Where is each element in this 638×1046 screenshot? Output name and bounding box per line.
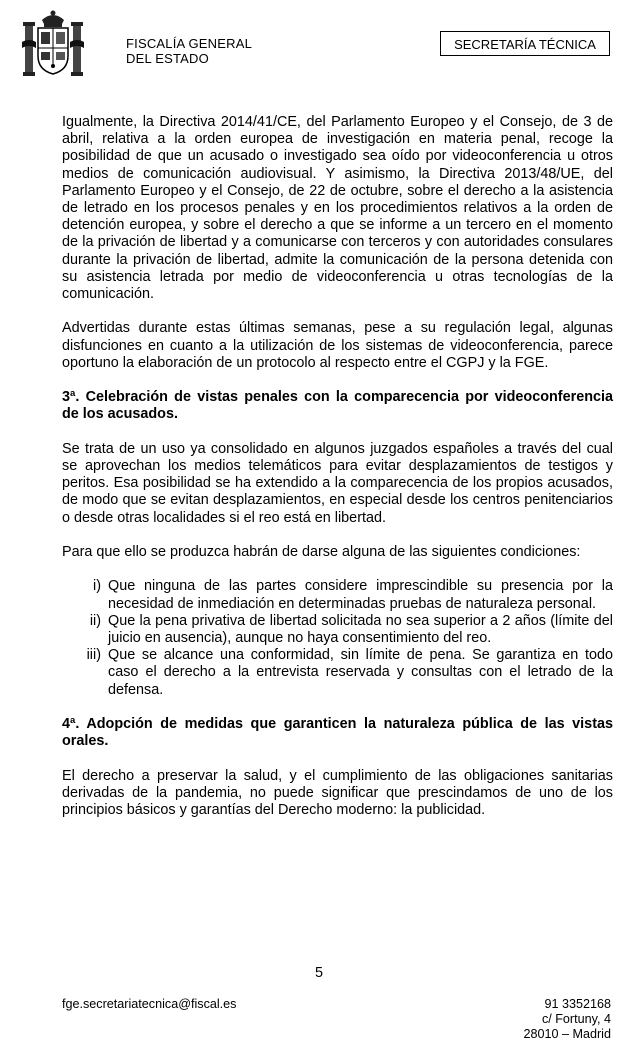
list-item [62,613,613,647]
paragraph-publicity: El derecho a preservar la salud, y el cumplimiento de las obligaciones sanitarias derivadas de la pandemia, no puede significar que prescindamos de uno de los principios básicos y garantías del Derecho moderno: la publicidad. [62,767,613,819]
section-heading-4: 4ª. Adopción de medidas que garanticen la naturaleza pública de las vistas orales. [62,716,613,750]
list-item-text: Que la pena privativa de libertad solicitada no sea superior a 2 años (límite del juicio en ausencia), aunque no haya consentimiento del reo. [108,612,613,647]
list-item [62,578,613,612]
paragraph-conditions-intro: Para que ello se produzca habrán de darse alguna de las siguientes condiciones: [62,544,581,561]
section-heading-3: 3ª. Celebración de vistas penales con la comparecencia por videoconferencia de los acusados. [62,389,613,423]
org-line-1: FISCALÍA GENERAL [126,36,253,51]
conditions-list [62,578,613,698]
list-item-number: ii) [89,612,101,629]
paragraph-protocol: Advertidas durante estas últimas semanas, pese a su regulación legal, algunas disfunciones en cuanto a la utilización de los sistemas de videoconferencia, parece oportuno la elaboración de un protocolo al respecto entre el CGPJ y la FGE. [62,320,613,371]
footer-phone: 91 3352168 [544,997,611,1011]
page-number: 5 [314,965,323,981]
footer-email: fge.secretariatecnica@fiscal.es [62,997,237,1011]
paragraph-directives: Igualmente, la Directiva 2014/41/CE, del Parlamento Europeo y el Consejo, de 3 de abril, relativa a la orden europea de investigación en materia penal, recoge la posibilidad de que un acusado o investigado sea oído por videoconferencia u otros medios de comunicación audiovisual. Y asimismo, la Directiva 2013/48/UE, del Parlamento Europeo y el Consejo, de 22 de octubre, sobre el derecho a la asistencia de letrado en los procesos penales y en los procedimientos relativos a la orden de detención europea, y sobre el derecho a que se informe a un tercero en el momento de la privación de libertad y a comunicarse con terceros y con autoridades consulares durante la privación de libertad, admite la comunicación de la persona detenida con su asistencia letrada por medio de videoconferencia u otras tecnologías de la comunicación. [62,114,613,303]
list-item-text: Que ninguna de las partes considere imprescindible su presencia por la necesidad de inmediación en determinadas pruebas de naturaleza personal. [108,578,613,612]
department-box: SECRETARÍA TÉCNICA [440,31,610,56]
list-item [62,647,613,699]
list-item-text: Que se alcance una conformidad, sin límite de pena. Se garantiza en todo caso el derecho a la entrevista reservada y consultas con el letrado de la defensa. [108,647,613,698]
organization-name [126,36,252,66]
org-line-2: DEL ESTADO [126,51,209,66]
footer-contact [523,997,611,1042]
footer-address-city: 28010 – Madrid [523,1027,611,1041]
footer-address-street: c/ Fortuny, 4 [541,1012,611,1026]
paragraph-videoconference-use: Se trata de un uso ya consolidado en algunos juzgados españoles a través del cual se aprovechan los medios telemáticos para evitar desplazamientos de testigos y peritos. Esa posibilidad se ha extendido a la comparecencia de los propios acusados, de modo que se evitan desplazamientos, en especial desde los centros penitenciarios o desde otras localidades si el reo está en libertad. [62,440,613,526]
list-item-number: i) [93,578,101,595]
list-item-number: iii) [86,647,101,664]
coat-of-arms-icon [20,8,86,80]
document-body [62,114,613,836]
